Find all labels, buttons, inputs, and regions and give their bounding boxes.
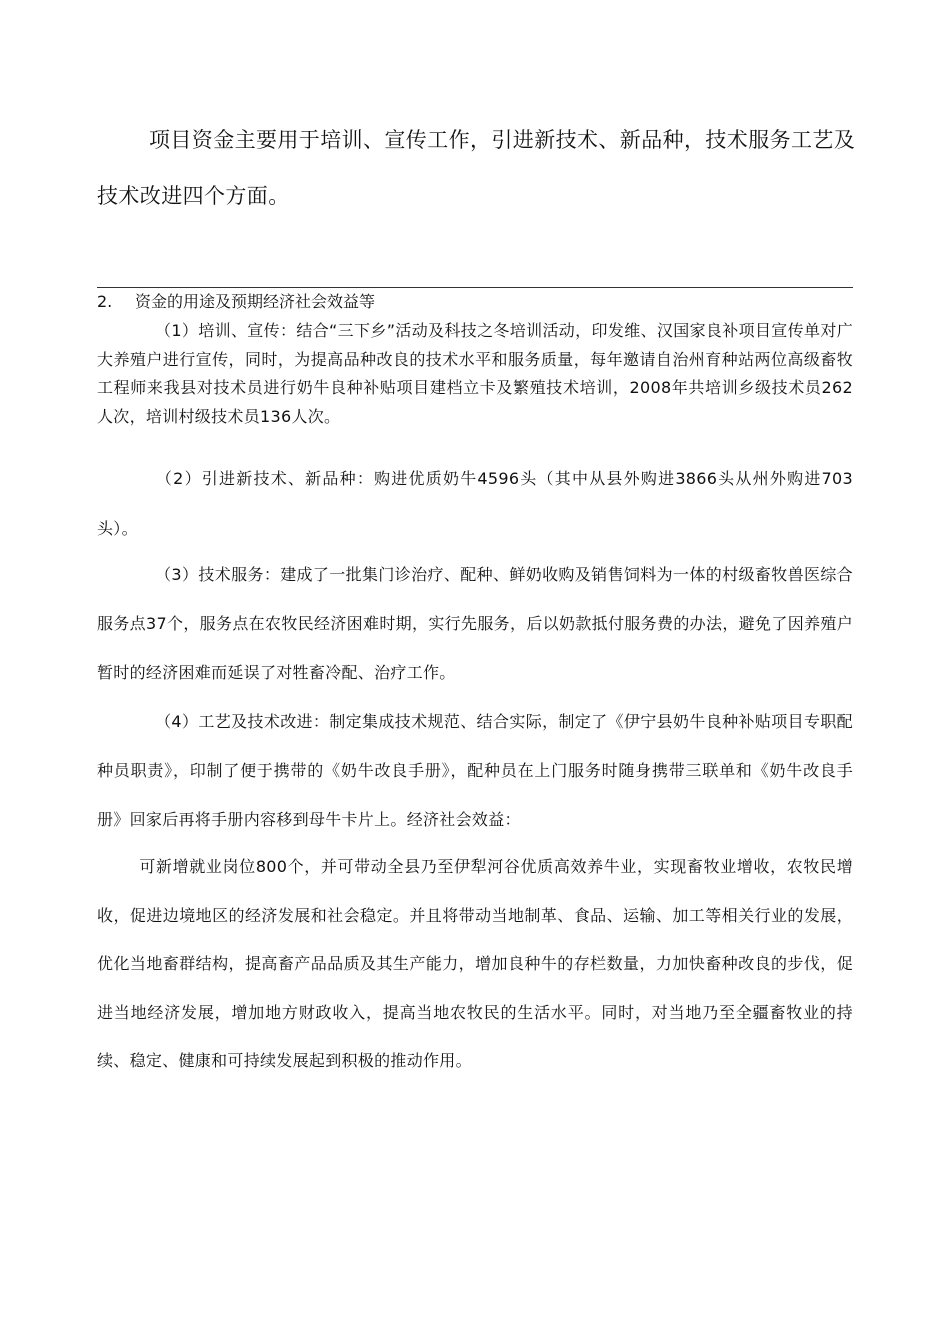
paragraph-process-improvement [97,697,853,844]
paragraph-social-benefits [97,843,853,1086]
horizontal-rule [97,287,853,288]
paragraph-training [97,317,853,431]
paragraph-text: （3）技术服务：建成了一批集门诊治疗、配种、鲜奶收购及销售饲料为一体的村级畜牧兽医综合服务点37个，服务点在农牧民经济困难时期，实行先服务，后以奶款抵付服务费的办法，避免了因养殖户暂时的经济困难而延误了对牲畜冷配、治疗工作。 [97,565,853,682]
paragraph-text: （4）工艺及技术改进：制定集成技术规范、结合实际，制定了《伊宁县奶牛良种补贴项目专职配种员职责》，印制了便于携带的《奶牛改良手册》，配种员在上门服务时随身携带三联单和《奶牛改良手册》回家后再将手册内容移到母牛卡片上。经济社会效益： [97,712,853,829]
paragraph-text: 可新增就业岗位800个，并可带动全县乃至伊犁河谷优质高效养牛业，实现畜牧业增收，农牧民增收，促进边境地区的经济发展和社会稳定。并且将带动当地制革、食品、运输、加工等相关行业的发展，优化当地畜群结构，提高畜产品品质及其生产能力，增加良种牛的存栏数量，力加快畜种改良的步伐，促进当地经济发展，增加地方财政收入，提高当地农牧民的生活水平。同时，对当地乃至全疆畜牧业的持续、稳定、健康和可持续发展起到积极的推动作用。 [97,857,853,1070]
paragraph-text: （1）培训、宣传：结合“三下乡”活动及科技之冬培训活动，印发维、汉国家良补项目宣传单对广大养殖户进行宣传，同时，为提高品种改良的技术水平和服务质量，每年邀请自治州育种站两位高级畜牧工程师来我县对技术员进行奶牛良种补贴项目建档立卡及繁殖技术培训，2008年共培训乡级技术员262人次，培训村级技术员136人次。 [97,321,853,426]
intro-paragraph [97,112,857,224]
section-number: 2. [97,292,113,311]
paragraph-text: （2）引进新技术、新品种：购进优质奶牛4596头（其中从县外购进3866头从州外购进703头）。 [97,469,853,538]
section-heading [97,291,375,313]
section-title: 资金的用途及预期经济社会效益等 [135,292,376,311]
intro-text: 项目资金主要用于培训、宣传工作，引进新技术、新品种，技术服务工艺及技术改进四个方面。 [97,128,856,208]
paragraph-new-breeds [97,454,853,554]
paragraph-technical-service [97,550,853,697]
